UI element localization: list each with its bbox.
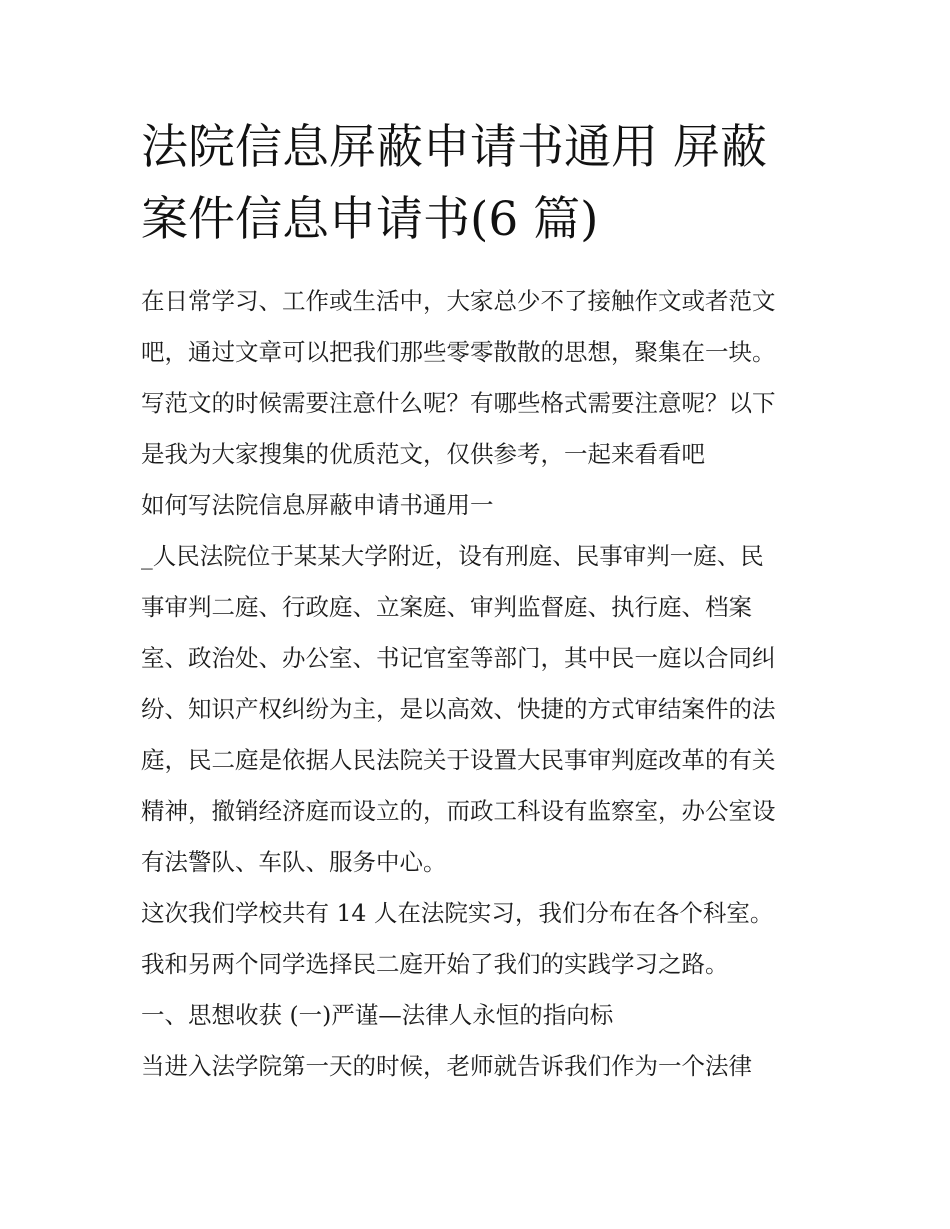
body-line: 室、政治处、办公室、书记官室等部门，其中民一庭以合同纠	[141, 644, 776, 672]
body-line: 是我为大家搜集的优质范文，仅供参考，一起来看看吧	[141, 440, 705, 468]
document-body	[141, 276, 841, 1092]
body-line: 有法警队、车队、服务中心。	[141, 848, 447, 876]
body-line: 这次我们学校共有 14 人在法院实习，我们分布在各个科室。	[141, 899, 774, 927]
body-line: 在日常学习、工作或生活中，大家总少不了接触作文或者范文	[141, 287, 776, 315]
body-line: 写范文的时候需要注意什么呢？有哪些格式需要注意呢？以下	[141, 389, 776, 417]
body-line: 我和另两个同学选择民二庭开始了我们的实践学习之路。	[141, 950, 729, 978]
body-line: 庭，民二庭是依据人民法院关于设置大民事审判庭改革的有关	[141, 746, 776, 774]
body-line: 当进入法学院第一天的时候，老师就告诉我们作为一个法律	[141, 1052, 752, 1080]
document-title	[141, 112, 821, 256]
section-heading: 如何写法院信息屏蔽申请书通用一	[141, 491, 494, 519]
body-line: 纷、知识产权纠纷为主，是以高效、快捷的方式审结案件的法	[141, 695, 776, 723]
subsection-heading: 一、思想收获 (一)严谨—法律人永恒的指向标	[141, 1001, 614, 1029]
body-line: 精神，撤销经济庭而设立的，而政工科设有监察室，办公室设	[141, 797, 776, 825]
title-line-2: 案件信息申请书(6 篇)	[141, 192, 599, 247]
title-line-1: 法院信息屏蔽申请书通用 屏蔽	[141, 120, 767, 175]
body-line: 吧，通过文章可以把我们那些零零散散的思想，聚集在一块。	[141, 338, 776, 366]
body-line: _人民法院位于某某大学附近，设有刑庭、民事审判一庭、民	[141, 542, 764, 570]
body-line: 事审判二庭、行政庭、立案庭、审判监督庭、执行庭、档案	[141, 593, 752, 621]
